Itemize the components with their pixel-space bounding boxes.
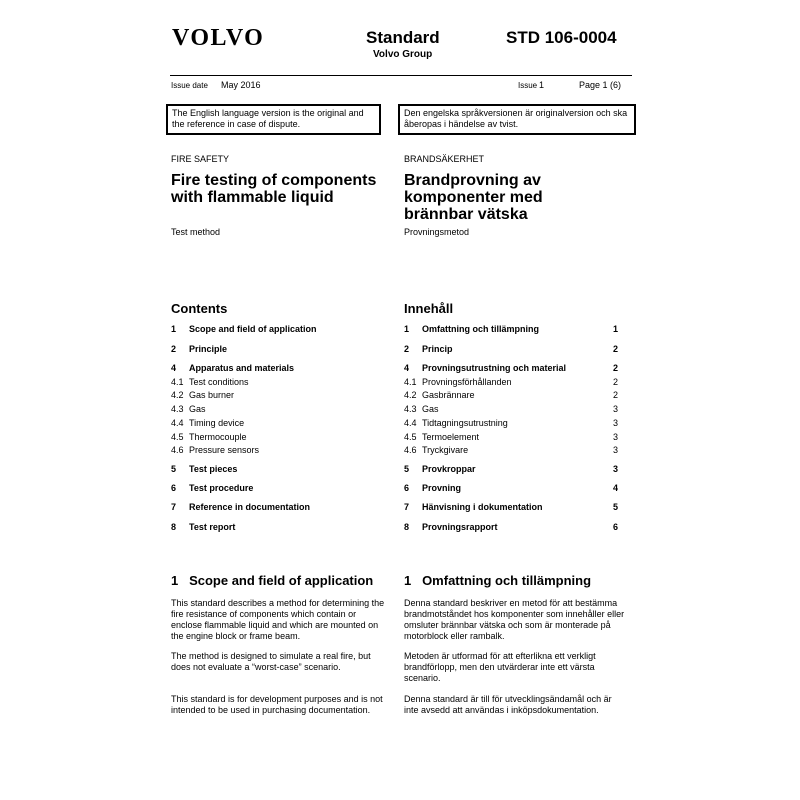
toc-label: Timing device [189,418,245,428]
toc-label: Gas [422,404,439,414]
notice-text-en: The English language version is the original and the reference in case of dispute. [172,108,364,129]
toc-page: 3 [612,432,618,442]
toc-label: Provkroppar [422,464,476,474]
contents-heading-sv: Innehåll [404,301,454,316]
toc-label: Principle [189,344,228,354]
header-divider [170,75,632,76]
toc-number: 7 [171,502,177,512]
toc-number: 6 [404,483,410,493]
toc-number: 4.4 [171,418,184,428]
paragraph: Denna standard beskriver en metod för att bestämma brandmotståndet hos komponenter som innehåller eller omsluter brännbar vätska och som är monterade på motorblock eller rambalk. [404,598,625,641]
toc-number: 2 [171,344,177,354]
notice-box-sv [398,104,636,135]
toc-page: 5 [612,502,618,512]
toc-number: 4.1 [404,377,417,387]
doc-title-sv: Brandprovning av komponenter med brännbar vätska [404,172,543,223]
category-sv: BRANDSÄKERHET [404,154,485,164]
volvo-logo: VOLVO [172,25,265,51]
toc-number: 7 [404,502,410,512]
issue-label: Issue [518,81,538,90]
toc-page: 3 [612,418,618,428]
category-en: FIRE SAFETY [171,154,230,164]
toc-page: 3 [612,404,618,414]
doc-subtitle-sv: Provningsmetod [404,227,470,237]
toc-page: 2 [612,363,618,373]
toc-label: Gas burner [189,390,235,400]
toc-label: Scope and field of application [189,324,317,334]
standard-subtitle: Volvo Group [373,49,433,60]
toc-number: 4.5 [171,432,184,442]
toc-number: 1 [171,324,177,334]
toc-number: 4.2 [171,390,184,400]
toc-label: Apparatus and materials [189,363,295,373]
paragraph: Denna standard är till för utvecklingsändamål och är inte avsedd att användas i inköpsdokumentation. [404,694,612,715]
toc-label: Tryckgivare [422,445,469,455]
toc-label: Provningsrapport [422,522,498,532]
toc-number: 2 [404,344,410,354]
toc-label: Test conditions [189,377,249,387]
toc-label: Provning [422,483,462,493]
section1-heading-sv: 1 Omfattning och tillämpning [404,573,592,588]
toc-number: 4.1 [171,377,184,387]
toc-label: Termoelement [422,432,480,442]
toc-label: Gasbrännare [422,390,475,400]
toc-number: 1 [404,324,410,334]
toc-label: Test pieces [189,464,238,474]
doc-subtitle-en: Test method [171,227,221,237]
toc-number: 4.4 [404,418,417,428]
toc-number: 5 [171,464,177,474]
toc-label: Princip [422,344,453,354]
standard-title: Standard [366,28,440,47]
toc-label: Reference in documentation [189,502,311,512]
paragraph: This standard describes a method for determining the fire resistance of components which contain or enclose flammable liquid and which are mounted on the engine block or frame beam. [171,598,385,641]
toc-label: Omfattning och tillämpning [422,324,539,334]
toc-number: 4.2 [404,390,417,400]
issue-value: 1 [539,80,545,90]
toc-number: 4 [404,363,410,373]
toc-number: 8 [404,522,410,532]
toc-number: 4 [171,363,177,373]
paragraph: Metoden är utformad för att efterlikna ett verkligt brandförlopp, men den utvärderar inte ett värsta scenario. [404,651,596,683]
toc-number: 4.6 [404,445,417,455]
toc-page: 6 [612,522,618,532]
toc-label: Gas [189,404,206,414]
page-indicator: Page 1 (6) [579,80,622,90]
paragraph: This standard is for development purposes and is not intended to be used in purchasing documentation. [171,694,383,715]
toc-label: Test procedure [189,483,254,493]
toc-page: 4 [612,483,618,493]
toc-label: Pressure sensors [189,445,260,455]
toc-number: 4.3 [404,404,417,414]
notice-text-sv: Den engelska språkversionen är originalversion och ska åberopas i händelse av tvist. [404,108,628,129]
toc-page: 2 [612,377,618,387]
toc-number: 4.6 [171,445,184,455]
toc-number: 4.5 [404,432,417,442]
toc-label: Thermocouple [189,432,247,442]
toc-label: Test report [189,522,236,532]
toc-label: Hänvisning i dokumentation [422,502,543,512]
toc-label: Tidtagningsutrustning [422,418,508,428]
toc-label: Provningsförhållanden [422,377,512,387]
issue-date-value: May 2016 [221,80,261,90]
toc-label: Provningsutrustning och material [422,363,567,373]
toc-page: 2 [612,344,618,354]
section1-heading-en: 1 Scope and field of application [171,573,374,588]
notice-box-en [166,104,381,135]
toc-page: 3 [612,445,618,455]
toc-number: 8 [171,522,177,532]
toc-number: 6 [171,483,177,493]
issue-date-label: Issue date [171,81,208,90]
contents-heading-en: Contents [171,301,228,316]
doc-title-en: Fire testing of components with flammable liquid [171,172,377,206]
toc-page: 2 [612,390,618,400]
paragraph: The method is designed to simulate a real fire, but does not evaluate a “worst-case” scenario. [171,651,371,672]
toc-page: 1 [612,324,618,334]
toc-page: 3 [612,464,618,474]
toc-number: 4.3 [171,404,184,414]
standard-number: STD 106-0004 [506,28,617,47]
toc-number: 5 [404,464,410,474]
